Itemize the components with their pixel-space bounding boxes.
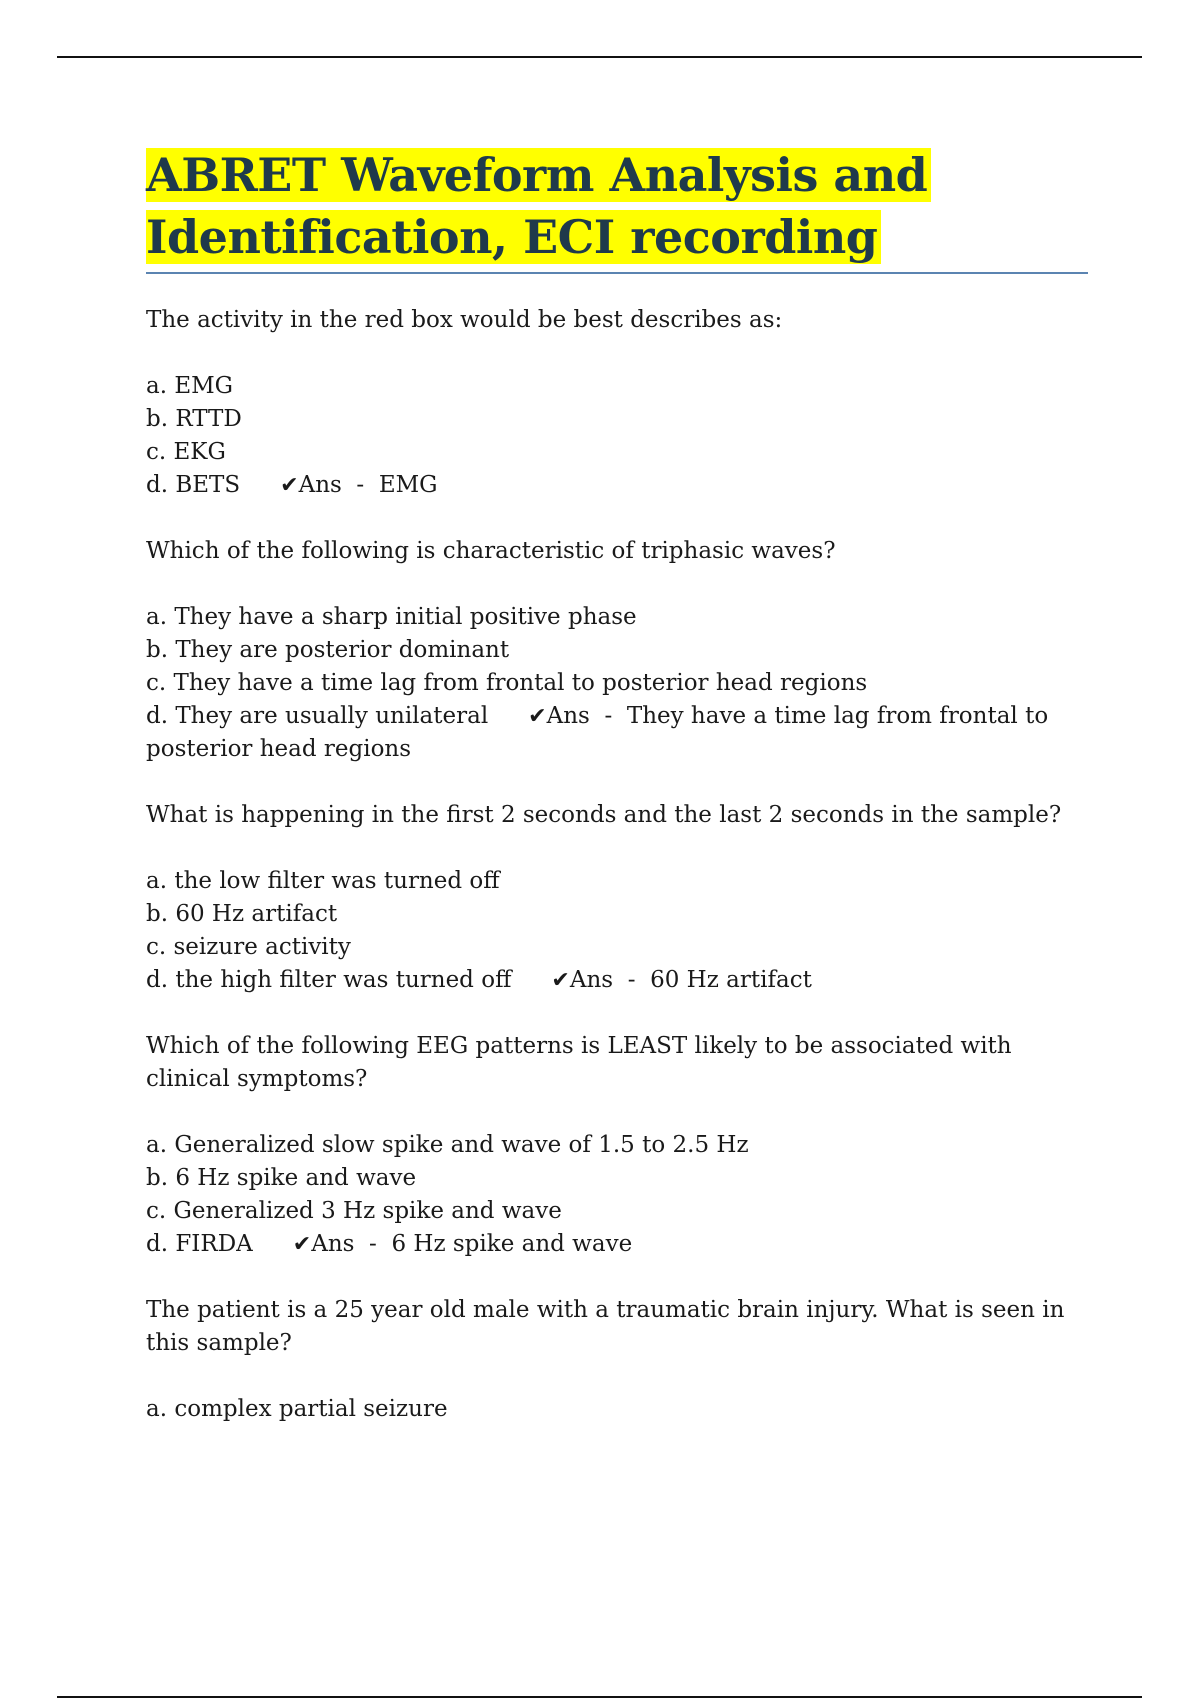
answer	[280, 472, 437, 498]
option-list	[146, 1393, 1088, 1426]
option-item: a. They have a sharp initial positive phase	[146, 604, 637, 630]
document-title	[146, 144, 1088, 268]
document-body	[146, 144, 1088, 1459]
option-text: d. BETS	[146, 472, 241, 498]
answer-prefix: Ans -	[546, 703, 627, 729]
title-block	[146, 144, 1088, 274]
question-text: The patient is a 25 year old male with a traumatic brain injury. What is seen in this sample?	[146, 1297, 1065, 1356]
title-line-1: ABRET Waveform Analysis and	[146, 148, 931, 202]
option-item-last	[146, 964, 1088, 997]
option-item: c. Generalized 3 Hz spike and wave	[146, 1198, 562, 1224]
option-item: a. Generalized slow spike and wave of 1.5 to 2.5 Hz	[146, 1132, 749, 1158]
option-item: a. EMG	[146, 373, 234, 399]
option-item-last	[146, 469, 1088, 502]
option-item-last	[146, 1228, 1088, 1261]
option-item: b. They are posterior dominant	[146, 637, 510, 663]
option-item: a. complex partial seizure	[146, 1396, 448, 1422]
question-text: What is happening in the first 2 seconds and the last 2 seconds in the sample?	[146, 802, 1062, 828]
answer-text: 60 Hz artifact	[650, 967, 812, 993]
question-block	[146, 304, 1088, 502]
answer-text: 6 Hz spike and wave	[391, 1231, 633, 1257]
question-block	[146, 799, 1088, 997]
answer-prefix: Ans -	[311, 1231, 392, 1257]
option-text: d. FIRDA	[146, 1231, 253, 1257]
option-item: b. RTTD	[146, 406, 242, 432]
option-list	[146, 1129, 1088, 1261]
question-block	[146, 1294, 1088, 1426]
answer	[551, 967, 811, 993]
option-item: c. EKG	[146, 439, 226, 465]
option-item: c. They have a time lag from frontal to posterior head regions	[146, 670, 868, 696]
option-text: d. They are usually unilateral	[146, 703, 489, 729]
checkmark-icon: ✔	[280, 473, 299, 498]
option-item: b. 6 Hz spike and wave	[146, 1165, 417, 1191]
answer-text: EMG	[378, 472, 438, 498]
option-text: d. the high filter was turned off	[146, 967, 512, 993]
answer-text: They have a time lag from frontal to posterior head regions	[146, 703, 1049, 762]
option-item: b. 60 Hz artifact	[146, 901, 338, 927]
option-item: c. seizure activity	[146, 934, 351, 960]
top-rule	[57, 56, 1142, 58]
question-block	[146, 1030, 1088, 1261]
option-item-last	[146, 700, 1088, 766]
question-text: Which of the following is characteristic of triphasic waves?	[146, 538, 836, 564]
checkmark-icon: ✔	[292, 1232, 312, 1257]
checkmark-icon: ✔	[551, 968, 570, 993]
question-block	[146, 535, 1088, 766]
option-list	[146, 865, 1088, 997]
bottom-rule	[57, 1696, 1142, 1698]
answer	[293, 1231, 632, 1257]
question-text: The activity in the red box would be best describes as:	[146, 307, 783, 333]
question-text: Which of the following EEG patterns is LEAST likely to be associated with clinical symptoms?	[146, 1033, 1012, 1092]
checkmark-icon: ✔	[528, 704, 547, 729]
option-list	[146, 370, 1088, 502]
answer-prefix: Ans -	[298, 472, 379, 498]
title-line-2: Identification, ECI recording	[146, 210, 881, 264]
option-item: a. the low filter was turned off	[146, 868, 500, 894]
option-list	[146, 601, 1088, 766]
answer-prefix: Ans -	[569, 967, 651, 993]
